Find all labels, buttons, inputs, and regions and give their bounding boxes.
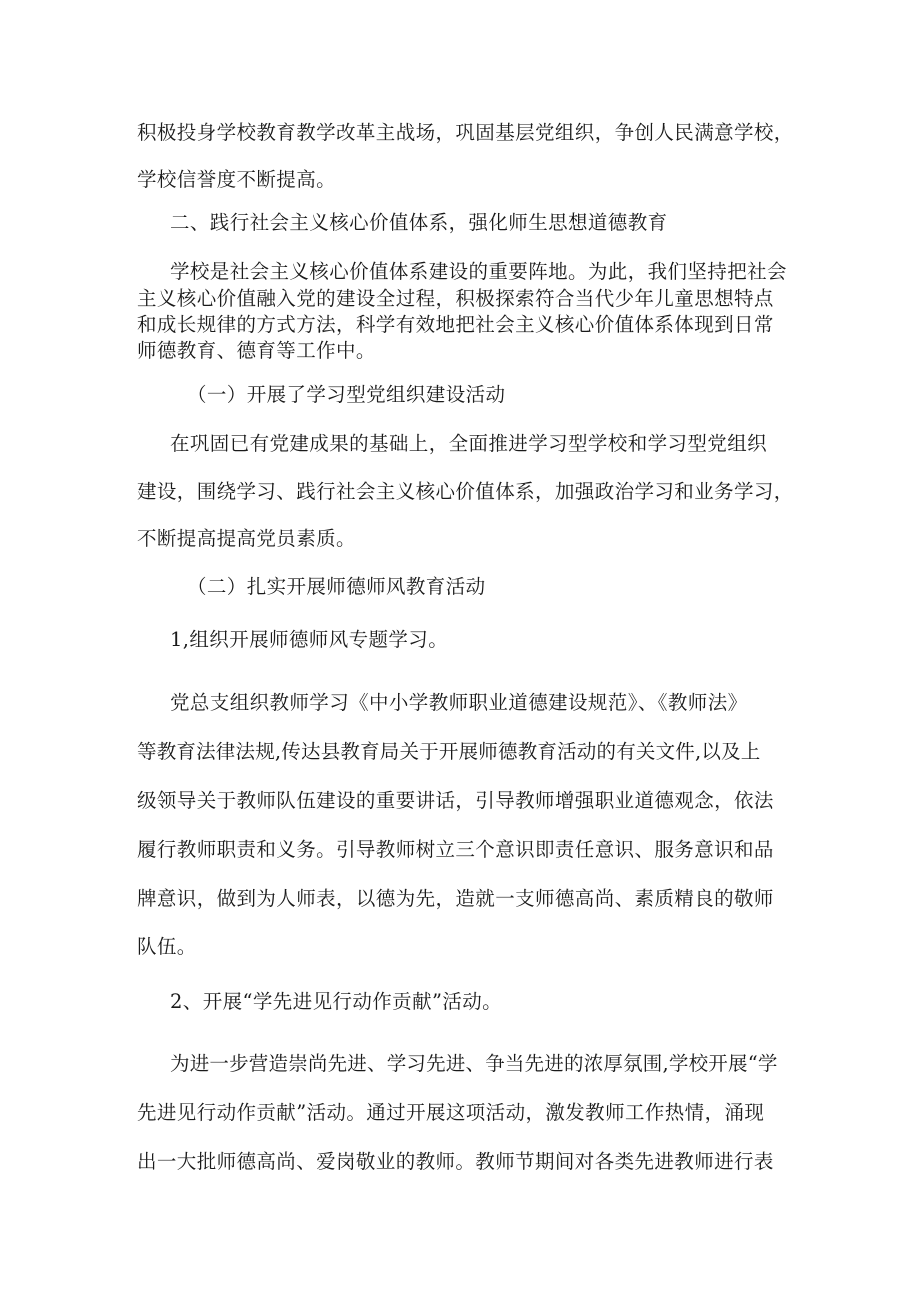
text-line: 牌意识，做到为人师表，以德为先，造就一支师德高尚、素质精良的敬师 (137, 887, 774, 910)
text-line: 队伍。 (137, 935, 197, 958)
text-line: 学校信誉度不断提高。 (137, 168, 337, 191)
text-line: 学校是社会主义核心价值体系建设的重要阵地。为此，我们坚持把社会 (170, 260, 787, 283)
text-line: 主义核心价值融入党的建设全过程，积极探索符合当代少年儿童思想特点 (137, 287, 774, 310)
text-line: 出一大批师德高尚、爱岗敬业的教师。教师节期间对各类先进教师进行表 (137, 1150, 774, 1173)
text-line: 履行教师职责和义务。引导教师树立三个意识即责任意识、服务意识和品 (137, 838, 774, 861)
text-line: 等教育法律法规,传达县教育局关于开展师德教育活动的有关文件,以及上 (137, 740, 761, 763)
text-line: 先进见行动作贡献”活动。通过开展这项活动，激发教师工作热情，涌现 (137, 1101, 765, 1124)
text-line: 为进一步营造崇尚先进、学习先进、争当先进的浓厚氛围,学校开展“学 (170, 1052, 778, 1075)
item-heading: 2、开展“学先进见行动作贡献”活动。 (170, 990, 503, 1013)
subsection-heading: （一）开展了学习型党组织建设活动 (187, 383, 506, 406)
section-heading: 二、践行社会主义核心价值体系，强化师生思想道德教育 (170, 211, 668, 234)
item-heading: 1,组织开展师德师风专题学习。 (170, 628, 449, 651)
text-line: 在巩固已有党建成果的基础上，全面推进学习型学校和学习型党组织 (170, 432, 768, 455)
subsection-heading: （二）扎实开展师德师风教育活动 (187, 575, 486, 598)
text-line: 级领导关于教师队伍建设的重要讲话，引导教师增强职业道德观念，依法 (137, 789, 774, 812)
text-line: 党总支组织教师学习《中小学教师职业道德建设规范》、《教师法》 (170, 691, 748, 714)
text-line: 建设，围绕学习、践行社会主义核心价值体系，加强政治学习和业务学习， (137, 480, 794, 503)
text-line: 和成长规律的方式方法，科学有效地把社会主义核心价值体系体现到日常 (137, 313, 774, 336)
text-line: 不断提高提高党员素质。 (137, 527, 356, 550)
text-line: 积极投身学校教育教学改革主战场，巩固基层党组织，争创人民满意学校， (137, 121, 794, 144)
text-line: 师德教育、德育等工作中。 (137, 339, 376, 362)
